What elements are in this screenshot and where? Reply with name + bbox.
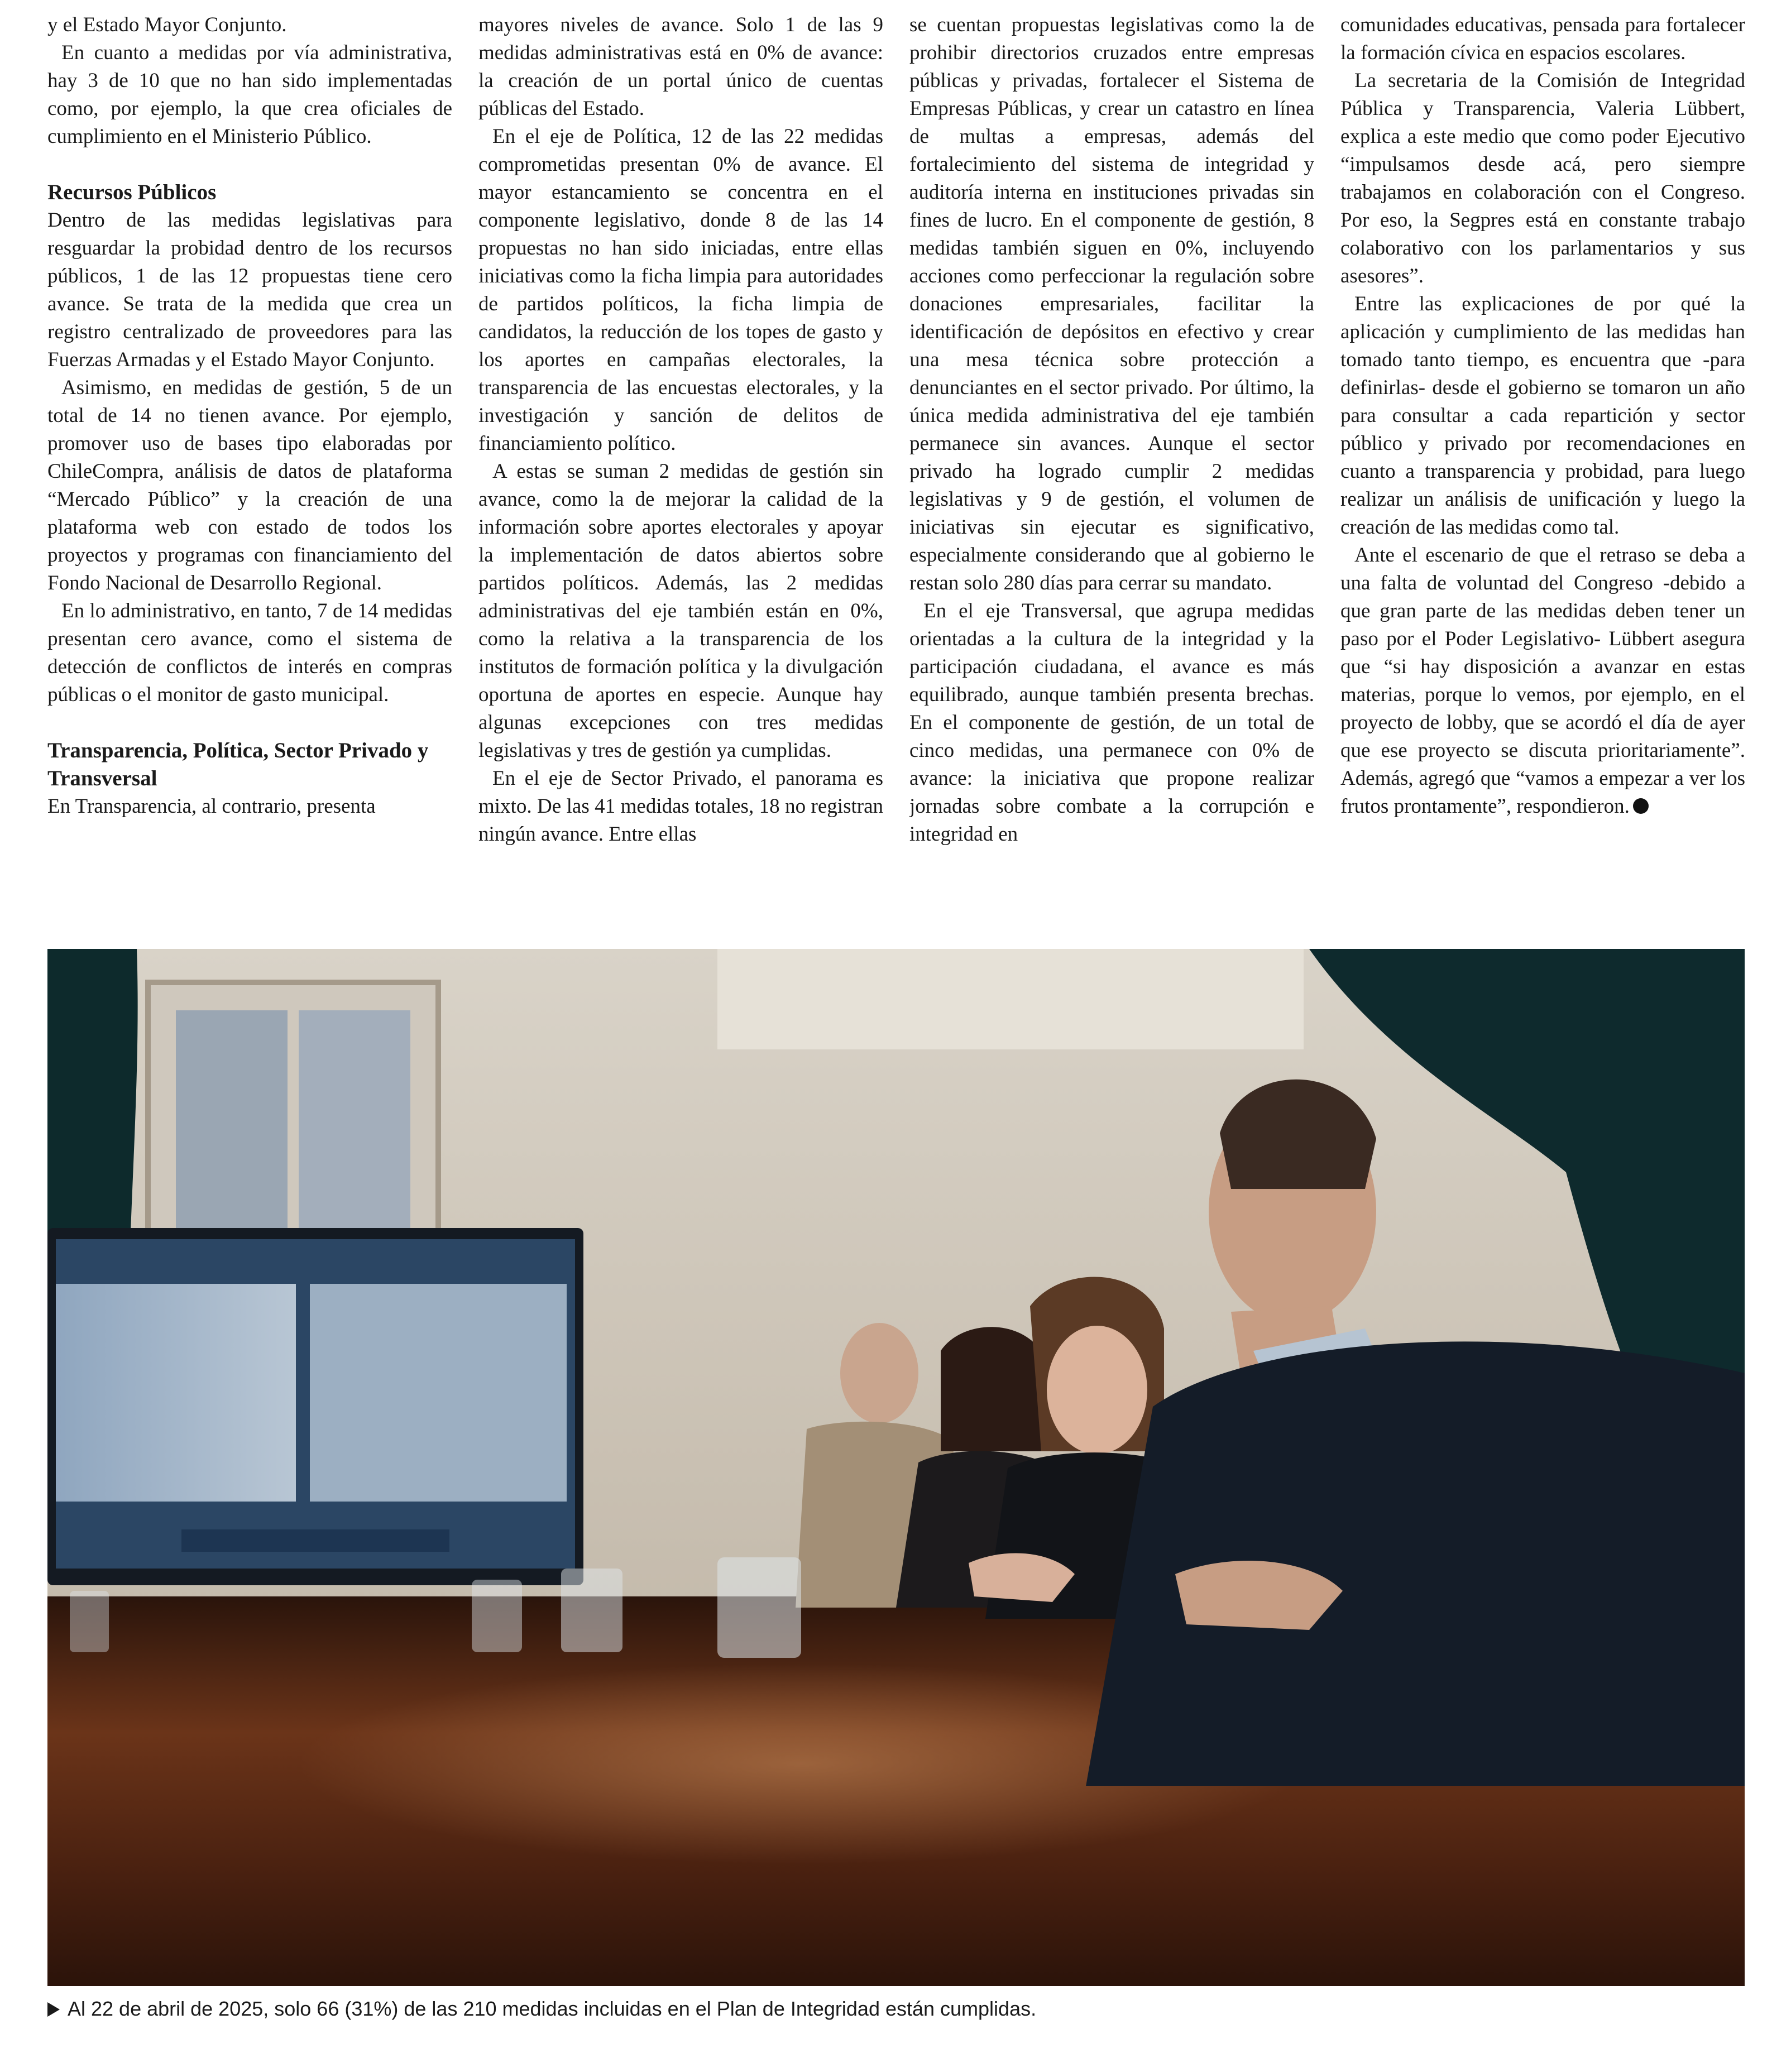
paragraph	[1340, 541, 1745, 821]
water-glass	[472, 1580, 522, 1652]
window-pane	[299, 1010, 410, 1245]
paragraph: y el Estado Mayor Conjunto.	[47, 13, 287, 36]
paragraph: Dentro de las medidas legislativas para resguardar la probidad dentro de los recursos públicos, 1 de las 12 propuestas tiene cero avance. Se trata de la medida que crea un registro centralizado de proveedores para las Fuerzas Armadas y el Estado Mayor Conjunto.	[47, 209, 452, 371]
end-of-article-dot-icon	[1633, 798, 1649, 814]
person-2-hair	[941, 1327, 1047, 1451]
person-1-head	[840, 1323, 918, 1423]
paragraph: se cuentan propuestas legislativas como la de prohibir directorios cruzados entre empresas públicas y privadas, fortalecer el Sistema de Empresas Públicas, y crear un catastro en línea de multas a empresas, además del fortalecimiento del sistema de integridad y auditoría interna en instituciones privadas sin fines de lucro. En el componente de gestión, 8 medidas también siguen en 0%, incluyendo acciones como perfeccionar la regulación sobre donaciones empresariales, facilitar la identificación de depósitos en efectivo y crear una mesa técnica sobre protección a denunciantes en el sector privado. Por último, la única medida administrativa del eje también permanece sin avances. Aunque el sector privado ha logrado cumplir 2 medidas legislativas y 9 de gestión, el volumen de iniciativas sin ejecutar es significativo, especialmente considerando que al gobierno le restan solo 280 días para cerrar su mandato.	[909, 13, 1314, 594]
paragraph-text: Ante el escenario de que el retraso se deba a una falta de voluntad del Congreso -debido a que gran parte de las medidas deben tener un paso por el Poder Legislativo- Lübbert asegura que “si hay disposición a avanzar en estas materias, porque lo vemos, por ejemplo, en el proyecto de lobby, que se acordó el día de ayer que ese proyecto se discuta prioritariamente”. Además, agregó que “vamos a empezar a ver los frutos prontamente”, respondieron.	[1340, 544, 1745, 818]
water-glass	[717, 1557, 801, 1658]
subheading-recursos-publicos: Recursos Públicos	[47, 180, 217, 204]
spacer	[47, 709, 452, 737]
caption-text: Al 22 de abril de 2025, solo 66 (31%) de las 210 medidas incluidas en el Plan de Integridad están cumplidas.	[68, 1997, 1037, 2020]
caption-triangle-icon	[47, 2002, 60, 2017]
article-body	[47, 11, 1745, 915]
person-3-head	[1047, 1326, 1147, 1454]
column-1	[47, 11, 452, 915]
video-tile-left	[56, 1284, 296, 1502]
photo-caption	[47, 1995, 1745, 2023]
paragraph: En el eje de Sector Privado, el panorama es mixto. De las 41 medidas totales, 18 no registran ningún avance. Entre ellas	[478, 767, 883, 846]
person-4-suit	[1086, 1341, 1745, 1786]
column-2	[478, 11, 883, 915]
window-pane	[176, 1010, 288, 1245]
video-call-toolbar	[181, 1529, 449, 1552]
water-glass	[561, 1569, 622, 1652]
video-tile-right	[310, 1284, 567, 1502]
paragraph: En cuanto a medidas por vía administrativa, hay 3 de 10 que no han sido implementadas como, por ejemplo, la que crea oficiales de cumplimiento en el Ministerio Público.	[47, 41, 452, 148]
paragraph: En lo administrativo, en tanto, 7 de 14 medidas presentan cero avance, como el sistema de detección de conflictos de interés en compras públicas o el monitor de gasto municipal.	[47, 599, 452, 706]
spacer	[47, 151, 452, 179]
column-3	[909, 11, 1314, 915]
water-glass	[70, 1591, 109, 1652]
paragraph: comunidades educativas, pensada para fortalecer la formación cívica en espacios escolares.	[1340, 13, 1745, 64]
subheading-transparencia: Transparencia, Política, Sector Privado y Transversal	[47, 738, 429, 790]
paragraph: En el eje Transversal, que agrupa medidas orientadas a la cultura de la integridad y la participación ciudadana, el avance es más equilibrado, aunque también presenta brechas. En el componente de gestión, de un total de cinco medidas, una permanece con 0% de avance: la iniciativa que propone realizar jornadas sobre combate a la corrupción e integridad en	[909, 599, 1314, 846]
ceiling-molding	[717, 949, 1304, 1049]
meeting-photo	[47, 949, 1745, 1986]
column-4	[1340, 11, 1745, 915]
paragraph: Asimismo, en medidas de gestión, 5 de un total de 14 no tienen avance. Por ejemplo, promover uso de bases tipo elaboradas por ChileCompra, análisis de datos de plataforma “Mercado Público” y la creación de una plataforma web con estado de todos los proyectos y programas con financiamiento del Fondo Nacional de Desarrollo Regional.	[47, 376, 452, 594]
paragraph: En Transparencia, al contrario, presenta	[47, 795, 376, 818]
paragraph: A estas se suman 2 medidas de gestión sin avance, como la de mejorar la calidad de la información sobre aportes electorales y apoyar la implementación de datos abiertos sobre partidos políticos. Además, las 2 medidas administrativas del eje también están en 0%, como la relativa a la transparencia de los institutos de formación política y la divulgación oportuna de aportes en especie. Aunque hay algunas excepciones con tres medidas legislativas y tres de gestión ya cumplidas.	[478, 460, 883, 762]
paragraph: mayores niveles de avance. Solo 1 de las 9 medidas administrativas está en 0% de avance: la creación de un portal único de cuentas públicas del Estado.	[478, 13, 883, 120]
meeting-photo-illustration	[47, 949, 1745, 1986]
paragraph: Entre las explicaciones de por qué la aplicación y cumplimiento de las medidas han tomado tanto tiempo, es encuentra que -para definirlas- desde el gobierno se tomaron un año para consultar a cada repartición y sector público y privado por recomendaciones en cuanto a transparencia y probidad, para luego realizar un análisis de unificación y luego la creación de las medidas como tal.	[1340, 292, 1745, 539]
paragraph: En el eje de Política, 12 de las 22 medidas comprometidas presentan 0% de avance. El mayor estancamiento se concentra en el componente legislativo, donde 8 de las 14 propuestas no han sido iniciadas, entre ellas iniciativas como la ficha limpia para autoridades de partidos políticos, la ficha limpia de candidatos, la reducción de los topes de gasto y los aportes en campañas electorales, la transparencia de las encuestas electorales, y la investigación y sanción de delitos de financiamiento político.	[478, 125, 883, 455]
paragraph: La secretaria de la Comisión de Integridad Pública y Transparencia, Valeria Lübbert, explica a este medio que como poder Ejecutivo “impulsamos desde acá, pero siempre trabajamos en colaboración con el Congreso. Por eso, la Segpres está en constante trabajo colaborativo con los parlamentarios y sus asesores”.	[1340, 69, 1745, 287]
